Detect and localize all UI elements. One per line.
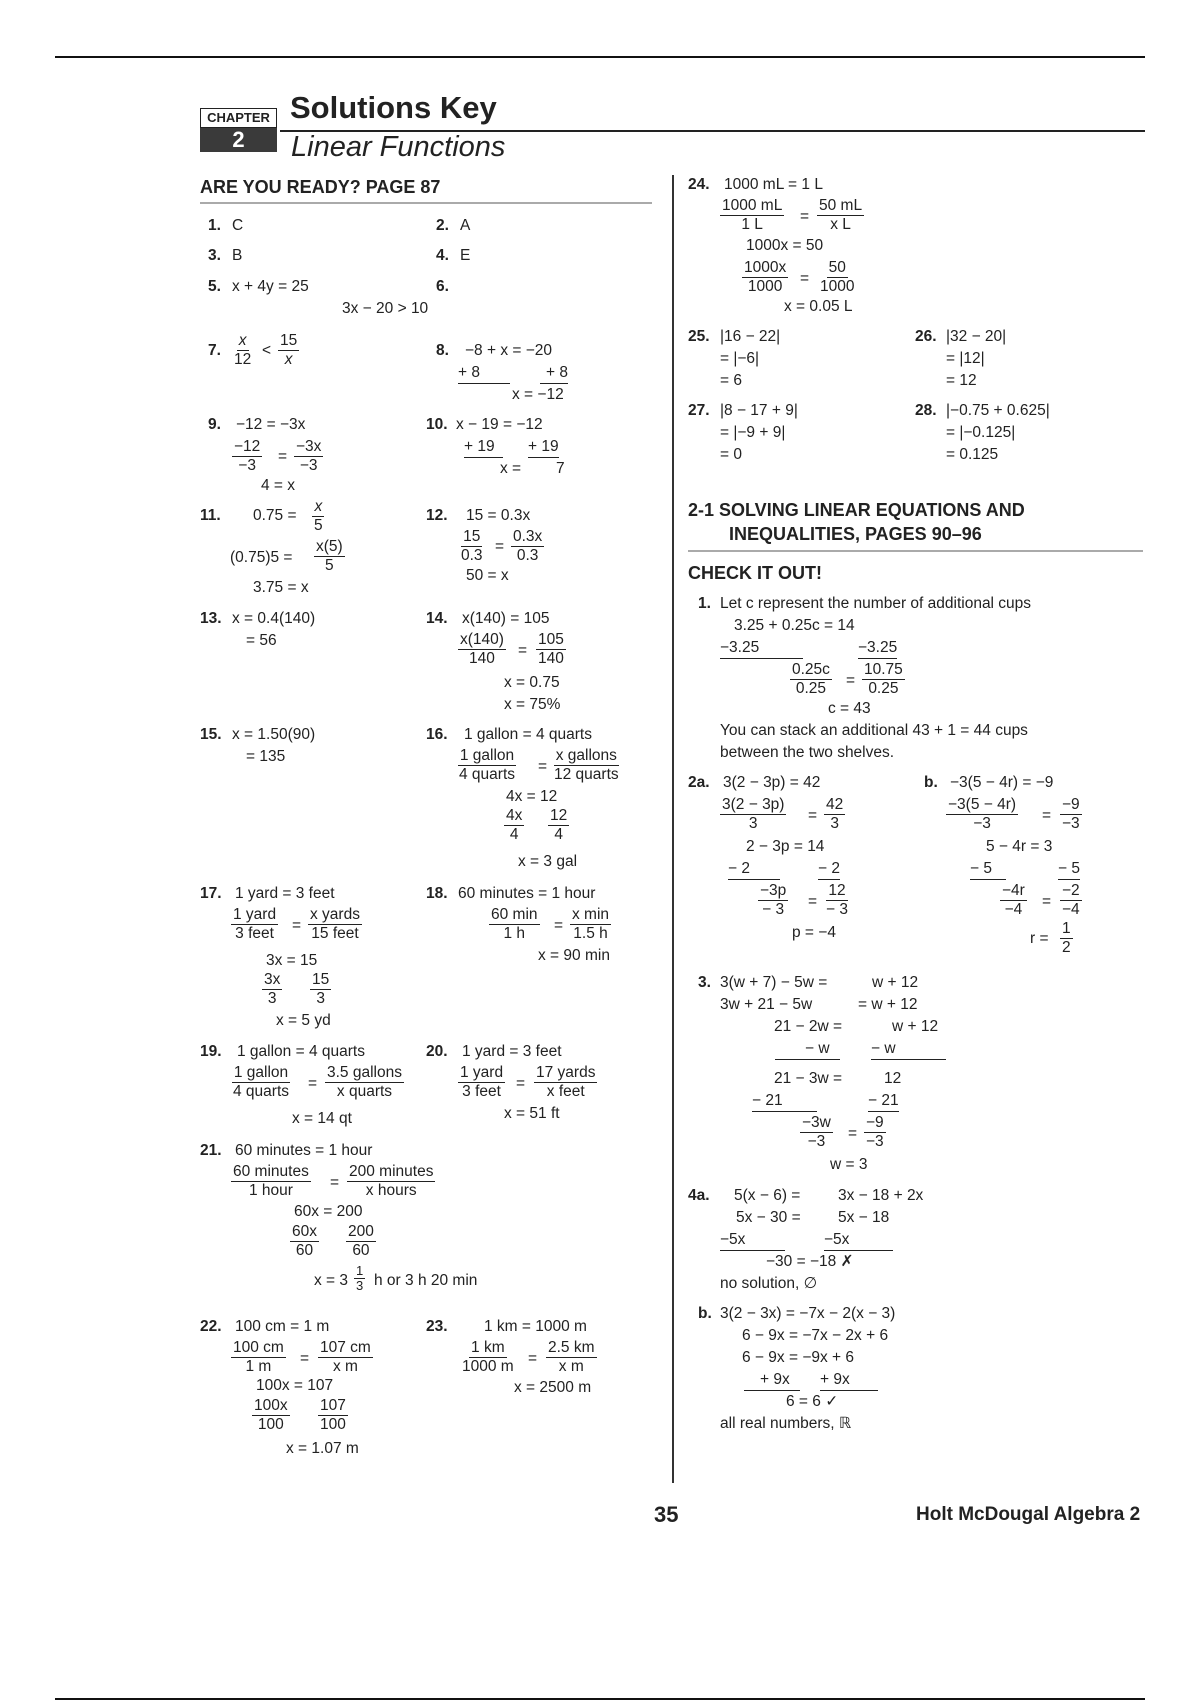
answer-16-equals: =: [538, 758, 548, 775]
answer-21-number: 21.: [200, 1142, 222, 1159]
answer-23-line-3: x = 2500 m: [514, 1379, 592, 1396]
answer-8-line-1: −8 + x = −20: [465, 342, 553, 359]
answer-26-number: 26.: [915, 328, 937, 345]
answer-4: E: [460, 247, 471, 264]
answer-21-line-5b: h or 3 h 20 min: [374, 1272, 478, 1289]
answer-17-fraction-1: 1 yard 3 feet: [233, 906, 277, 942]
answer-10-line-3b: 7: [556, 460, 565, 477]
check-4b-line-6: all real numbers, ℝ: [720, 1415, 852, 1432]
answer-11-fraction-2: $\frac{x(5)}{5}$: [316, 538, 343, 574]
top-rule: [55, 56, 1145, 58]
answer-24-line-3: 1000x = 50: [746, 237, 824, 254]
answer-24-equals-2: =: [800, 270, 810, 287]
answer-26-line-3: = 12: [946, 372, 977, 389]
answer-24-line-5: x = 0.05 L: [784, 298, 853, 315]
check-1-line-3a: −3.25: [720, 639, 803, 659]
page-number: 35: [654, 1502, 679, 1527]
answer-8-line-3: x = −12: [512, 386, 564, 403]
check-1-line-3b: −3.25: [858, 639, 897, 659]
check-4b-line-4a: + 9x: [744, 1371, 800, 1391]
answer-19-line-3: x = 14 qt: [292, 1110, 352, 1127]
check-2b-fraction-2: $\frac{-9}{-3}$: [1062, 796, 1080, 832]
answer-9-number: 9.: [208, 416, 221, 433]
answer-22-number: 22.: [200, 1318, 222, 1335]
answer-12-fraction-2: $\frac{0.3x}{0.3}$: [513, 528, 543, 564]
answer-17-fraction-2: x yards 15 feet: [310, 906, 360, 942]
chapter-label: CHAPTER: [200, 108, 277, 128]
answer-21-line-3: 60x = 200: [294, 1203, 363, 1220]
check-2b-line-3: 5 − 4r = 3: [986, 838, 1053, 855]
answer-9-equals: =: [278, 448, 288, 465]
check-4a-line-5: no solution, ∅: [720, 1275, 818, 1292]
check-3-line-4a: − w: [775, 1040, 840, 1060]
answer-8-line-2a: + 8: [458, 364, 510, 384]
answer-10-line-2a: + 19: [464, 438, 503, 458]
answer-20-equals: =: [516, 1075, 526, 1092]
check-4a-number: 4a.: [688, 1187, 710, 1204]
check-2b-fraction-4: $\frac{-2}{-4}$: [1062, 882, 1080, 918]
answer-7-fraction-b: $\frac{15}{x}$: [280, 332, 298, 368]
check-2b-line-4b: − 5: [1058, 860, 1080, 880]
section-heading-ready: ARE YOU READY? PAGE 87: [200, 177, 441, 197]
check-4b-line-1: 3(2 − 3x) = −7x − 2(x − 3): [720, 1305, 896, 1322]
answer-11-number: 11.: [200, 507, 221, 524]
check-4a-line-4: −30 = −18 ✗: [766, 1253, 854, 1270]
check-2b-fraction-r: $\frac{1}{2}$: [1062, 920, 1071, 956]
check-2b-line-1: −3(5 − 4r) = −9: [950, 774, 1054, 791]
answer-13-line-2: = 56: [246, 632, 277, 649]
check-1-fraction-1: $\frac{0.25c}{0.25}$: [792, 661, 830, 697]
answer-5: x + 4y = 25: [232, 278, 309, 295]
check-it-out-heading: CHECK IT OUT!: [688, 563, 822, 583]
answer-12-fraction-1: $\frac{15}{0.3}$: [461, 528, 483, 564]
answer-23-line-1: 1 km = 1000 m: [484, 1318, 587, 1335]
page-title: Solutions Key: [290, 90, 497, 125]
answer-3-number: 3.: [208, 247, 221, 264]
answer-19-equals: =: [308, 1075, 318, 1092]
answer-21-fraction-1: 60 minutes 1 hour: [233, 1163, 309, 1199]
section-underline: [200, 202, 652, 204]
check-4a-line-1a: 5(x − 6) =: [734, 1187, 801, 1204]
answer-15-line-1: x = 1.50(90): [232, 726, 316, 743]
column-divider: [672, 175, 674, 1483]
answer-21-mixed-fraction: $\frac{1}{3}$: [356, 1263, 364, 1293]
answer-11-fraction-1: $\frac{x}{5}$: [314, 498, 323, 534]
answer-16-line-1: 1 gallon = 4 quarts: [464, 726, 592, 743]
answer-14-line-4: x = 75%: [504, 696, 561, 713]
answer-22-line-5: x = 1.07 m: [286, 1440, 359, 1457]
answer-22-fraction-2: $\frac{107 cm}{\text{x m}}$: [320, 1339, 371, 1375]
check-3-line-6b: − 21: [868, 1092, 899, 1112]
answer-14-line-3: x = 0.75: [504, 674, 560, 691]
check-3-equals: =: [848, 1125, 858, 1142]
check-4a-line-1b: 3x − 18 + 2x: [838, 1187, 924, 1204]
answer-21-fraction-3: $\frac{60x}{60}$: [292, 1223, 317, 1259]
answer-21-fraction-2: 200 minutes x hours: [349, 1163, 434, 1199]
answer-24-fraction-1: $\frac{1000 mL}{1 L}$: [722, 197, 783, 233]
section-2-1-underline: [688, 550, 1143, 552]
check-2b-fraction-1: $\frac{-3(5 - 4r)}{-3}$: [948, 796, 1017, 832]
answer-6-number: 6.: [436, 278, 449, 295]
answer-22-line-3: 100x = 107: [256, 1377, 334, 1394]
check-4a-line-2b: 5x − 18: [838, 1209, 890, 1226]
answer-24-line-1: 1000 mL = 1 L: [724, 176, 823, 193]
answer-14-line-1: x(140) = 105: [462, 610, 550, 627]
answer-11-line-1: 0.75 =: [253, 507, 297, 524]
check-3-line-3b: w + 12: [892, 1018, 939, 1035]
answer-17-line-1: 1 yard = 3 feet: [235, 885, 335, 902]
check-1-equals: =: [846, 672, 856, 689]
answer-23-number: 23.: [426, 1318, 448, 1335]
check-1-fraction-2: $\frac{10.75}{0.25}$: [864, 661, 903, 697]
answer-18-number: 18.: [426, 885, 448, 902]
answer-24-fraction-2: $\frac{50 mL}{\text{x L}}$: [819, 197, 863, 233]
answer-23-fraction-1: $\frac{1 km}{1000 m}$: [462, 1339, 514, 1375]
check-4b-line-3: 6 − 9x = −9x + 6: [742, 1349, 855, 1366]
check-2a-fraction-4: $\frac{12}{- 3}$: [826, 882, 848, 918]
check-3-fraction-2: $\frac{-9}{-3}$: [866, 1114, 884, 1150]
check-3-line-8: w = 3: [830, 1156, 868, 1173]
check-3-line-4b: − w: [871, 1040, 946, 1060]
page-subtitle: Linear Functions: [291, 131, 506, 163]
answer-16-fraction-1: 1 gallon 4 quarts: [459, 747, 516, 783]
answer-27-line-3: = 0: [720, 446, 742, 463]
answer-7-operator: <: [262, 342, 272, 359]
answer-21-equals: =: [330, 1174, 340, 1191]
check-3-line-5a: 21 − 3w =: [774, 1070, 843, 1087]
check-2b-fraction-3: $\frac{-4r}{-4}$: [1002, 882, 1025, 918]
check-1-number: 1.: [698, 595, 711, 612]
answer-17-equals: =: [292, 917, 302, 934]
answer-9-line-1: −12 = −3x: [236, 416, 306, 433]
answer-16-number: 16.: [426, 726, 448, 743]
answer-25-line-1: |16 − 22|: [720, 328, 781, 345]
answer-26-line-2: = |12|: [946, 350, 985, 367]
answer-21-line-5a: x = 3: [314, 1272, 349, 1289]
answer-19-number: 19.: [200, 1043, 222, 1060]
answer-24-equals: =: [800, 208, 810, 225]
answer-20-number: 20.: [426, 1043, 448, 1060]
answer-15-number: 15.: [200, 726, 222, 743]
answer-21-line-1: 60 minutes = 1 hour: [235, 1142, 373, 1159]
check-4b-line-4b: + 9x: [820, 1371, 878, 1391]
check-1-line-2: 3.25 + 0.25c = 14: [734, 617, 855, 634]
answer-16-line-3: 4x = 12: [506, 788, 558, 805]
answer-27-line-1: |8 − 17 + 9|: [720, 402, 798, 419]
answer-8-number: 8.: [436, 342, 449, 359]
answer-10-line-3a: x =: [500, 460, 522, 477]
answer-14-fraction-2: $\frac{105}{140}$: [538, 631, 564, 667]
chapter-number: 2: [200, 128, 277, 152]
answer-28-line-1: |−0.75 + 0.625|: [946, 402, 1050, 419]
check-3-line-2a: 3w + 21 − 5w: [720, 996, 813, 1013]
answer-20-fraction-1: 1 yard 3 feet: [460, 1064, 504, 1100]
answer-5-number: 5.: [208, 278, 221, 295]
answer-28-number: 28.: [915, 402, 937, 419]
check-4b-number: b.: [698, 1305, 712, 1322]
check-2a-line-1: 3(2 − 3p) = 42: [723, 774, 821, 791]
answer-3: B: [232, 247, 243, 264]
check-2a-equals-2: =: [808, 893, 818, 910]
check-3-line-5b: 12: [884, 1070, 902, 1087]
answer-17-number: 17.: [200, 885, 222, 902]
answer-22-line-1: 100 cm = 1 m: [235, 1318, 330, 1335]
answer-12-equals: =: [495, 538, 505, 555]
answer-10-line-1: x − 19 = −12: [456, 416, 543, 433]
answer-7-number: 7.: [208, 342, 221, 359]
answer-6: 3x − 20 > 10: [342, 300, 429, 317]
answer-15-line-2: = 135: [246, 748, 286, 765]
section-heading-2-1-line-2: INEQUALITIES, PAGES 90–96: [729, 524, 982, 544]
check-2b-equals: =: [1042, 807, 1052, 824]
answer-18-line-3: x = 90 min: [538, 947, 610, 964]
answer-22-fraction-4: $\frac{107}{100}$: [320, 1397, 346, 1433]
check-1-line-7: between the two shelves.: [720, 744, 895, 761]
answer-7-fraction-a: $\frac{x}{12}$: [234, 332, 252, 368]
answer-16-fraction-2: x gallons 12 quarts: [554, 747, 619, 783]
check-2a-fraction-3: $\frac{-3p}{- 3}$: [760, 882, 787, 918]
check-2a-line-4a: − 2: [728, 860, 780, 880]
answer-18-fraction-2: x min 1.5 h: [572, 906, 610, 942]
check-2a-line-6: p = −4: [792, 924, 836, 941]
check-4b-line-2: 6 − 9x = −7x − 2x + 6: [742, 1327, 889, 1344]
answer-28-line-3: = 0.125: [946, 446, 999, 463]
answer-14-number: 14.: [426, 610, 448, 627]
answer-28-line-2: = |−0.125|: [946, 424, 1016, 441]
check-4a-line-2a: 5x − 30 =: [736, 1209, 801, 1226]
answer-18-equals: =: [554, 917, 564, 934]
check-4a-line-3b: −5x: [824, 1231, 893, 1251]
answer-17-line-5: x = 5 yd: [276, 1012, 331, 1029]
answer-12-number: 12.: [426, 507, 448, 524]
answer-1-number: 1.: [208, 217, 221, 234]
answer-8-line-2b: + 8: [540, 364, 568, 384]
check-1-line-5: c = 43: [828, 700, 871, 717]
answer-22-equals: =: [300, 1350, 310, 1367]
answer-19-fraction-2: 3.5 gallons x quarts: [327, 1064, 402, 1100]
check-3-line-2b: = w + 12: [858, 996, 918, 1013]
answer-16-fraction-3: $\frac{4x}{4}$: [506, 807, 523, 843]
answer-18-line-1: 60 minutes = 1 hour: [458, 885, 596, 902]
answer-25-line-2: = |−6|: [720, 350, 760, 367]
answer-11-line-3: 3.75 = x: [253, 579, 309, 596]
answer-16-fraction-4: $\frac{12}{4}$: [550, 807, 568, 843]
answer-9-fraction-1: $\frac{-12}{-3}$: [234, 438, 261, 474]
check-2a-line-4b: − 2: [818, 860, 840, 880]
check-3-line-6a: − 21: [752, 1092, 817, 1112]
answer-23-fraction-2: $\frac{2.5 km}{\text{x m}}$: [548, 1339, 595, 1375]
check-2b-number: b.: [924, 774, 938, 791]
check-2a-equals: =: [808, 807, 818, 824]
answer-2: A: [460, 217, 471, 234]
answer-22-fraction-3: $\frac{100x}{100}$: [254, 1397, 288, 1433]
answer-27-number: 27.: [688, 402, 710, 419]
answer-11-line-2: (0.75)5 =: [230, 549, 293, 566]
answer-20-line-1: 1 yard = 3 feet: [462, 1043, 562, 1060]
answer-20-fraction-2: 17 yards x feet: [536, 1064, 596, 1100]
answer-16-line-5: x = 3 gal: [518, 853, 578, 870]
answer-24-number: 24.: [688, 176, 710, 193]
check-2a-fraction-1: $\frac{3(2 - 3p)}{3}$: [722, 796, 785, 832]
check-1-line-6: You can stack an additional 43 + 1 = 44 cups: [720, 722, 1028, 739]
check-3-number: 3.: [698, 974, 711, 991]
answer-14-equals: =: [518, 642, 528, 659]
check-2a-number: 2a.: [688, 774, 710, 791]
answer-18-fraction-1: 60 min 1 h: [491, 906, 538, 942]
answer-19-fraction-1: 1 gallon 4 quarts: [233, 1064, 290, 1100]
check-4b-line-5: 6 = 6 ✓: [786, 1393, 839, 1410]
check-2b-line-6a: r =: [1030, 930, 1049, 947]
answer-23-equals: =: [528, 1350, 538, 1367]
chapter-badge: [200, 108, 277, 152]
answer-12-line-3: 50 = x: [466, 567, 509, 584]
book-title: Holt McDougal Algebra 2: [916, 1504, 1141, 1525]
answer-24-fraction-4: $\frac{50}{1000}$: [820, 259, 855, 295]
answer-12-line-1: 15 = 0.3x: [466, 507, 531, 524]
answer-24-fraction-3: $\frac{1000x}{1000}$: [744, 259, 787, 295]
answer-9-fraction-2: $\frac{-3x}{-3}$: [296, 438, 322, 474]
answer-4-number: 4.: [436, 247, 449, 264]
check-2a-line-3: 2 − 3p = 14: [746, 838, 825, 855]
answer-10-number: 10.: [426, 416, 448, 433]
answer-9-line-3: 4 = x: [261, 477, 296, 494]
answer-1: C: [232, 217, 244, 234]
check-2a-fraction-2: $\frac{42}{3}$: [826, 796, 844, 832]
answer-20-line-3: x = 51 ft: [504, 1105, 560, 1122]
answer-17-line-3: 3x = 15: [266, 952, 318, 969]
answer-17-fraction-3: $\frac{3x}{3}$: [264, 971, 281, 1007]
answer-19-line-1: 1 gallon = 4 quarts: [237, 1043, 365, 1060]
answer-10-line-2b: + 19: [528, 438, 559, 458]
section-heading-2-1-line-1: 2-1 SOLVING LINEAR EQUATIONS AND: [688, 500, 1025, 520]
answer-13-line-1: x = 0.4(140): [232, 610, 316, 627]
check-3-line-3a: 21 − 2w =: [774, 1018, 843, 1035]
answer-21-fraction-4: $\frac{200}{60}$: [348, 1223, 374, 1259]
check-3-line-1a: 3(w + 7) − 5w =: [720, 974, 828, 991]
answer-26-line-1: |32 − 20|: [946, 328, 1007, 345]
answer-17-fraction-4: $\frac{15}{3}$: [312, 971, 330, 1007]
check-2b-equals-2: =: [1042, 893, 1052, 910]
check-2b-line-4a: − 5: [970, 860, 1006, 880]
check-3-line-1b: w + 12: [872, 974, 919, 991]
answer-22-fraction-1: $\frac{100 cm}{1 m}$: [233, 1339, 284, 1375]
answer-14-fraction-1: $\frac{x(140)}{140}$: [460, 631, 504, 667]
check-4a-line-3a: −5x: [720, 1231, 785, 1251]
check-1-line-1: Let c represent the number of additional cups: [720, 595, 1032, 612]
answer-25-number: 25.: [688, 328, 710, 345]
answer-25-line-3: = 6: [720, 372, 742, 389]
answer-2-number: 2.: [436, 217, 449, 234]
answer-27-line-2: = |−9 + 9|: [720, 424, 786, 441]
check-3-fraction-1: $\frac{-3w}{-3}$: [802, 1114, 831, 1150]
answer-13-number: 13.: [200, 610, 222, 627]
